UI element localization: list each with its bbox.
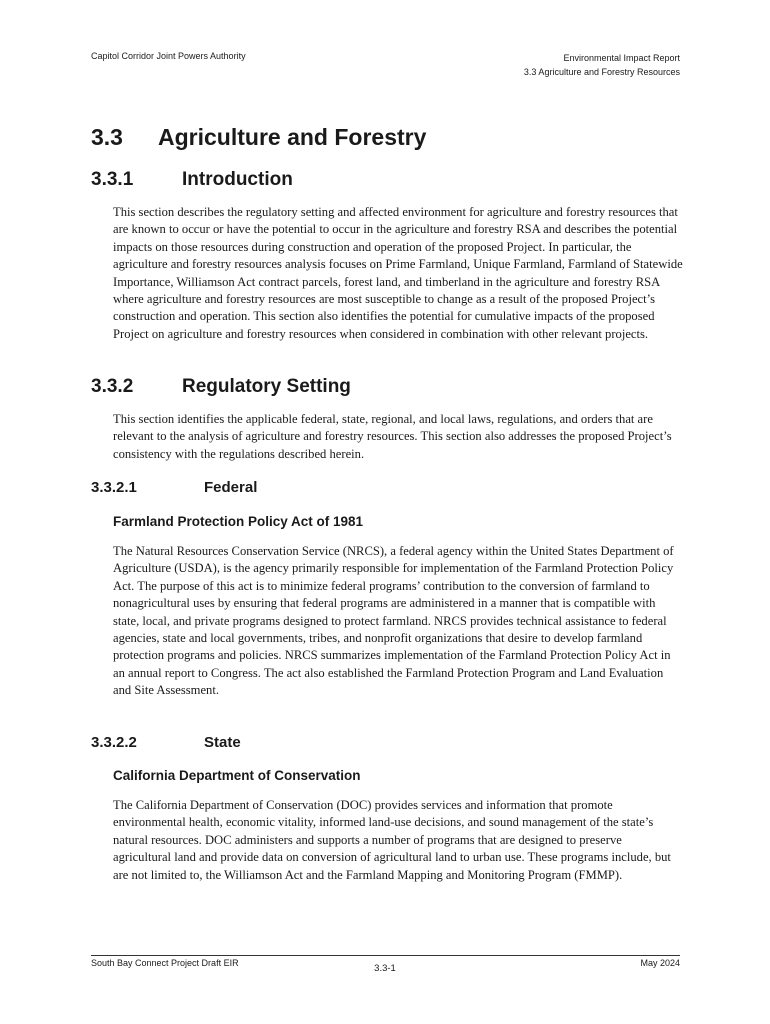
intro-heading [91,169,293,191]
regulatory-paragraph: This section identifies the applicable federal, state, regional, and local laws, regulations, and orders that are relevant to the analysis of agriculture and forestry resources. This section also addresses the proposed Project’s consistency with the regulations described herein. [113,412,672,461]
header-report-title: Environmental Impact Report [563,53,680,63]
state-heading [91,734,241,751]
intro-number: 3.3.1 [91,169,134,190]
intro-title: Introduction [182,169,293,190]
intro-paragraph: This section describes the regulatory setting and affected environment for agriculture and forestry resources that are known to occur or have the potential to occur in the agriculture and forestry RSA and describes the potential impacts on those resources during construction and operation of the proposed Project. In particular, the agriculture and forestry resources analysis focuses on Prime Farmland, Unique Farmland, Farmland of Statewide Importance, Williamson Act contract parcels, forest land, and timberland in the agriculture and forestry RSA where agriculture and forestry resources are most susceptible to change as a result of the proposed Project’s construction and operation. This section also identifies the potential for cumulative impacts of the proposed Project on agriculture and forestry resources when considered in combination with other relevant projects. [113,205,683,341]
regulatory-heading [91,376,351,398]
regulatory-number: 3.3.2 [91,376,134,397]
footer-divider [91,955,680,956]
federal-heading [91,479,257,496]
federal-paragraph: The Natural Resources Conservation Service (NRCS), a federal agency within the United States Department of Agriculture (USDA), is the agency primarily responsible for implementation of the Farmland Protection Policy Act. The purpose of this act is to minimize federal programs’ contribution to the conversion of farmland to nonagricultural uses by ensuring that federal programs are administered in a manner that is compatible with state, local, and private programs designed to protect farmland. NRCS provides technical assistance to federal agencies, state and local governments, tribes, and nonprofit organizations that desire to develop farmland protection programs and policies. NRCS summarizes implementation of the Farmland Protection Policy Act in an annual report to Congress. The act also established the Farmland Protection Program and Land Evaluation and Site Assessment. [113,544,674,698]
federal-title: Federal [204,479,258,496]
state-title: State [204,734,241,751]
state-subheading: California Department of Conservation [113,768,361,783]
header-report-info [524,51,680,79]
header-section-title: 3.3 Agriculture and Forestry Resources [523,67,680,77]
state-paragraph: The California Department of Conservation (DOC) provides services and information that promote environmental health, economic vitality, informed land-use decisions, and sound management of the state’s natural resources. DOC administers and supports a number of programs that are designed to preserve agricultural land and provide data on conversion of agricultural land to urban use. These programs include, but are not limited to, the Williamson Act and the Farmland Mapping and Monitoring Program (FMMP). [113,798,671,882]
federal-subheading: Farmland Protection Policy Act of 1981 [113,514,364,529]
footer-page-number: 3.3-1 [374,963,396,974]
federal-number: 3.3.2.1 [91,479,137,496]
footer-date: May 2024 [640,958,680,968]
state-number: 3.3.2.2 [91,734,137,751]
header-organization: Capitol Corridor Joint Powers Authority [91,51,246,61]
footer-project-name: South Bay Connect Project Draft EIR [91,958,239,968]
section-number: 3.3 [91,124,123,150]
section-heading [91,124,426,151]
regulatory-title: Regulatory Setting [182,376,351,397]
section-title: Agriculture and Forestry [158,124,427,150]
